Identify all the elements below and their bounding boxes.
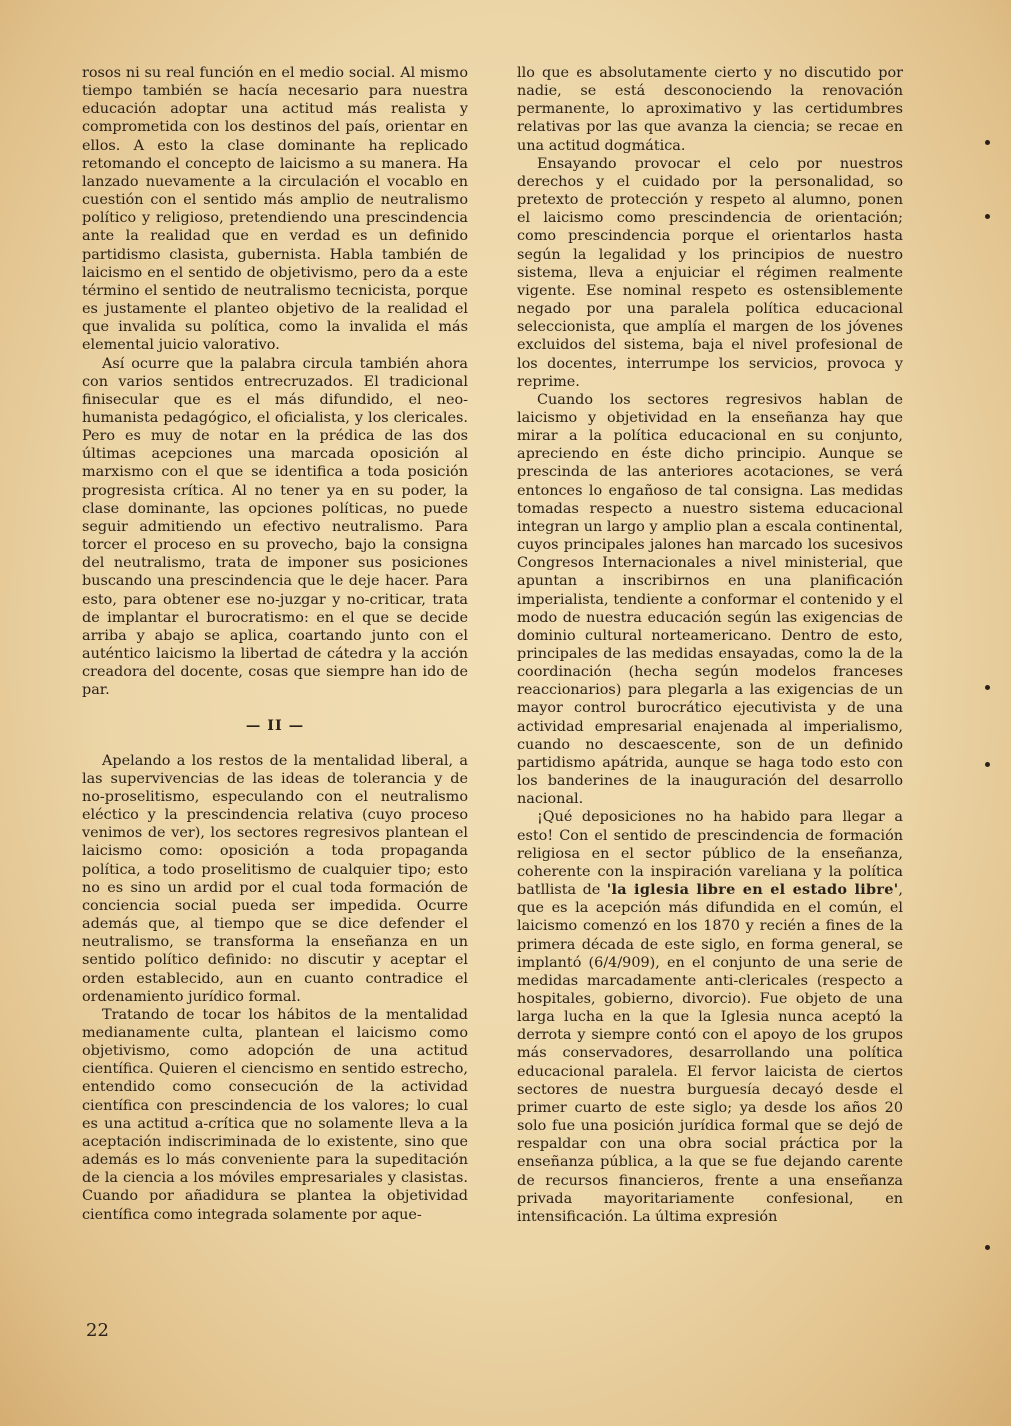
margin-dot	[985, 1245, 990, 1250]
paragraph-text: , que es la acepción más difundida en el común, el laicismo comenzó en los 1870 y recién a fines de la primera década de este siglo, en forma general, se implantó (6/4/909), en el conjunto de una serie de medidas marcadamente anti-clericales (respecto a hospitales, gobierno, divorcio). Fue objeto de una larga lucha en la que la Iglesia nunca aceptó la derrota y siempre contó con el apoyo de los grupos más conservadores, desarrollando una política educacional paralela. El fervor laicista de ciertos sectores de nuestra burguesía decayó desde el primer cuarto de este siglo; ya desde los años 20 solo fue una posición jurídica formal que se dejó de respaldar con una obra social práctica por la enseñanza pública, a la que se fue dejando carente de recursos financieros, frente a una enseñanza privada mayoritariamente confesional, en intensificación. La última expresión	[517, 882, 903, 1225]
paragraph: Así ocurre que la palabra circula también ahora con varios sentidos entrecruzados. El tradicional finisecular que es el más difundido, el neo-humanista pedagógico, el oficialista, y los clericales. Pero es muy de notar en la prédica de las dos últimas acepciones una marcada oposición al marxismo con el que se identifica a toda posición progresista crítica. Al no tener ya en su poder, la clase dominante, las opciones políticas, no puede seguir admitiendo un efectivo neutralismo. Para torcer el proceso en su provecho, bajo la consigna del neutralismo, trata de imponer sus posiciones buscando una prescindencia que le deje hacer. Para esto, para obtener ese no-juzgar y no-criticar, trata de implantar el burocratismo: en el que se decide arriba y abajo se aplica, coartando junto con el auténtico laicismo la libertad de cátedra y la acción creadora del docente, cosas que siempre han ido de par.	[82, 355, 468, 699]
paragraph: Ensayando provocar el celo por nuestros derechos y el cuidado por la personalidad, so pretexto de protección y respeto al alumno, ponen el laicismo como prescindencia de orientación; como prescindencia porque el orientarlos hasta según la legalidad y los principios de nuestro sistema, lleva a enjuiciar el régimen realmente vigente. Ese nominal respeto es ostensiblemente negado por una paralela política educacional seleccionista, que amplía el margen de los jóvenes excluidos del sistema, baja el nivel profesional de los docentes, interrumpe los servicios, provoca y reprime.	[517, 155, 903, 390]
paragraph-text: ¡Qué deposiciones no ha habido para llegar a esto! Con el sentido de prescindencia de formación religiosa en el sector público de la enseñanza, coherente con la inspiración vareliana y la política batllista de	[517, 809, 903, 899]
paragraph: Apelando a los restos de la mentalidad liberal, a las supervivencias de las ideas de tolerancia y de no-proselitismo, especulando con el neutralismo eléctico y la prescindencia relativa (cuyo proceso venimos de ver), los sectores regresivos plantean el laicismo como: oposición a toda propaganda política, a todo proselitismo de cualquier tipo; esto no es sino un ardid por el cual toda formación de conciencia social pueda ser impedida. Ocurre además que, al tiempo que se dice defender el neutralismo, se transforma la enseñanza en un sentido político definido: no discutir y aceptar el orden establecido, aun en cuanto contradice el ordenamiento jurídico formal.	[82, 752, 468, 1005]
right-column	[517, 64, 903, 1226]
left-column	[82, 64, 468, 1224]
emphasized-quote: 'la iglesia libre en el estado libre'	[606, 881, 899, 899]
paragraph: Cuando los sectores regresivos hablan de laicismo y objetividad en la enseñanza hay que mirar a la política educacional en su conjunto, apreciendo en éste dicho principio. Aunque se prescinda de las anteriores acotaciones, se verá entonces lo engañoso de tal consigna. Las medidas tomadas respecto a nuestro sistema educacional integran un largo y amplio plan a escala continental, cuyos principales jalones han marcado los sucesivos Congresos Internacionales a nivel ministerial, que apuntan a inscribirnos en una planificación imperialista, tendiente a conformar el contenido y el modo de nuestra educación según las exigencias de dominio cultural norteamericano. Dentro de esto, principales de las medidas ensayadas, como la de la coordinación (hecha según modelos franceses reaccionarios) para plegarla a las exigencias de un mayor control burocrático ejecutivista y de una actividad empresarial enajenada al imperialismo, cuando no descaescente, son de un definido partidismo apátrida, aunque se haga todo esto con los banderines de la inauguración del desarrollo nacional.	[517, 391, 903, 808]
paragraph	[517, 808, 903, 1226]
margin-dot	[985, 214, 990, 219]
page-number: 22	[86, 1320, 109, 1341]
margin-dot	[985, 685, 990, 690]
paragraph: llo que es absolutamente cierto y no discutido por nadie, se está desconociendo la renovación permanente, lo aproximativo y las certidumbres relativas por las que avanza la ciencia; se recae en una actitud dogmática.	[517, 65, 903, 154]
paragraph: Tratando de tocar los hábitos de la mentalidad medianamente culta, plantean el laicismo como objetivismo, como adopción de una actitud científica. Quieren el ciencismo en sentido estrecho, entendido como consecución de la actividad científica con prescindencia de los valores; lo cual es una actitud a-crítica que no solamente lleva a la aceptación indiscriminada de lo existente, sino que además es lo más conveniente para la supeditación de la ciencia a los móviles empresariales y clasistas. Cuando por añadidura se plantea la objetividad científica como integrada solamente por aque-	[82, 1006, 468, 1223]
margin-dot	[985, 762, 990, 767]
margin-dot	[985, 140, 990, 145]
section-heading: — II —	[245, 717, 305, 735]
paragraph: rosos ni su real función en el medio social. Al mismo tiempo también se hacía necesario para nuestra educación adoptar una actitud más realista y comprometida con los destinos del país, orientar en ellos. A esto la clase dominante ha replicado retomando el concepto de laicismo a su manera. Ha lanzado nuevamente a la circulación el vocablo en cuestión con el sentido más amplio de neutralismo político y religioso, pretendiendo una prescindencia ante la realidad que en verdad es un definido partidismo clasista, gubernista. Habla también de laicismo en el sentido de objetivismo, pero da a este término el sentido de neutralismo tecnicista, porque es justamente el planteo objetivo de la realidad el que invalida su política, como la invalida el más elemental juicio valorativo.	[82, 65, 468, 354]
